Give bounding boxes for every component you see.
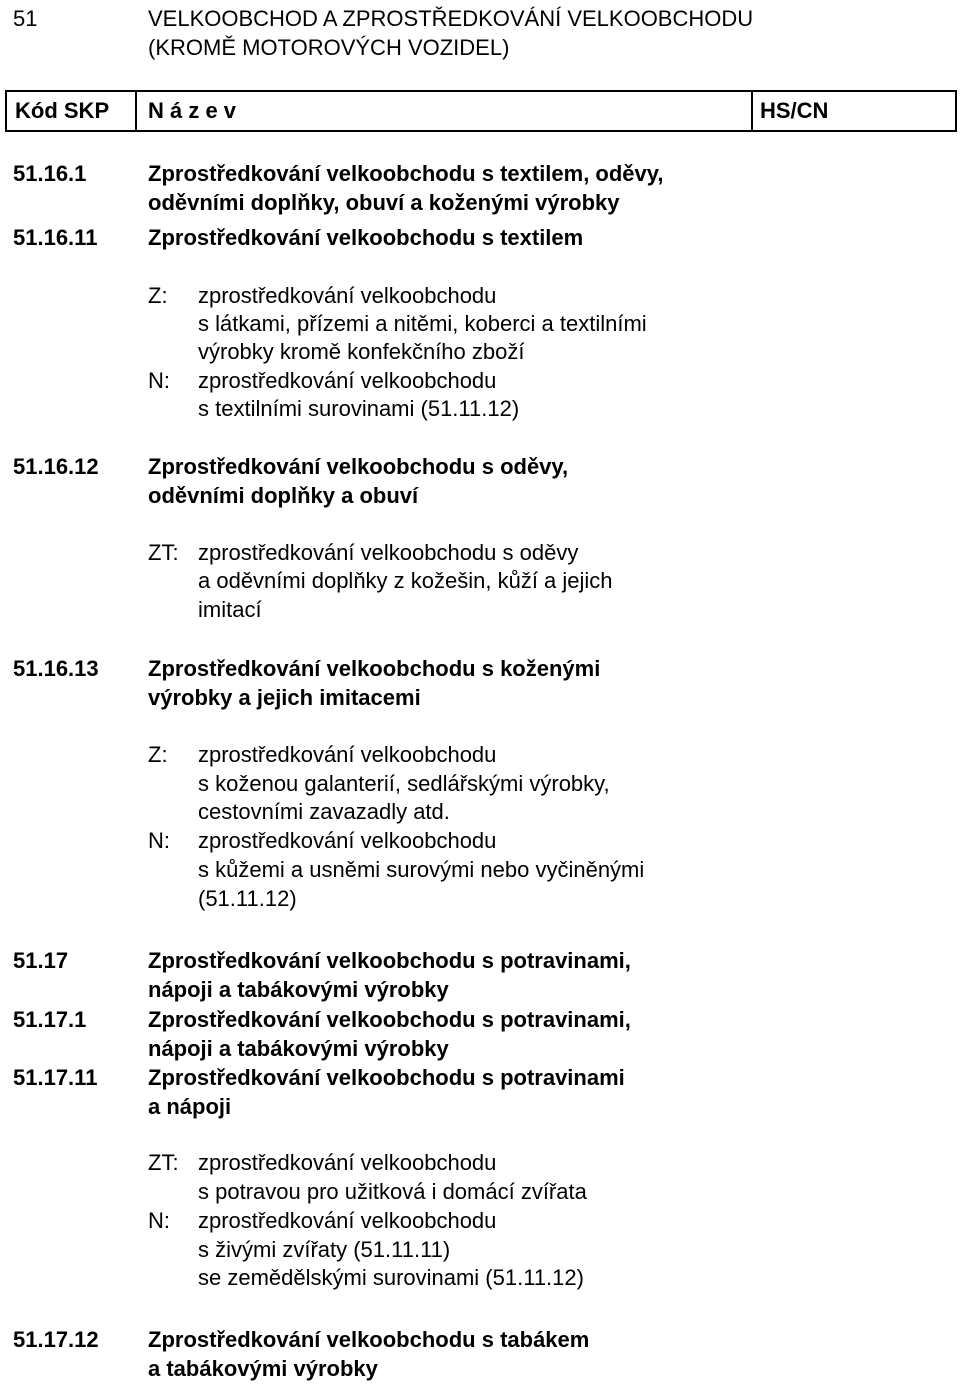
note-label-includes: Z: [148,283,168,308]
note-line: zprostředkování velkoobchodu [198,283,497,308]
entry-code: 51.17.11 [13,1065,98,1090]
note-line: zprostředkování velkoobchodu s oděvy [198,540,579,565]
note-line: s kůžemi a usněmi surovými nebo vyčiněnými [198,857,645,882]
note-line: a oděvními doplňky z kožešin, kůží a jejich [198,568,613,593]
entry-code: 51.16.12 [13,454,99,479]
entry-title-line: oděvními doplňky, obuví a koženými výrobky [148,190,620,215]
entry-title-line: Zprostředkování velkoobchodu s textilem, oděvy, [148,161,664,186]
entry-code: 51.16.11 [13,225,98,250]
note-line: zprostředkování velkoobchodu [198,1208,497,1233]
section-title-line-2: (KROMĚ MOTOROVÝCH VOZIDEL) [148,35,510,60]
note-label-also-includes: ZT: [148,1150,179,1175]
column-header-table [5,90,957,132]
entry-title-line: Zprostředkování velkoobchodu s oděvy, [148,454,569,479]
entry-title-line: Zprostředkování velkoobchodu s potravinami, [148,1007,631,1032]
note-line: imitací [198,597,262,622]
column-header-hscn: HS/CN [760,98,829,123]
entry-code: 51.17.1 [13,1007,87,1032]
note-line: s potravou pro užitková i domácí zvířata [198,1179,587,1204]
entry-title-line: a nápoji [148,1094,232,1119]
note-line: výrobky kromě konfekčního zboží [198,339,525,364]
column-header-code: Kód SKP [15,98,110,123]
note-label-includes: Z: [148,742,168,767]
note-line: se zemědělskými surovinami (51.11.12) [198,1265,584,1290]
entry-title-line: nápoji a tabákovými výrobky [148,1036,449,1061]
note-line: cestovními zavazadly atd. [198,799,450,824]
column-separator [751,92,753,130]
note-line: zprostředkování velkoobchodu [198,368,497,393]
entry-code: 51.17.12 [13,1327,99,1352]
entry-title-line: a tabákovými výrobky [148,1356,378,1381]
entry-title-line: nápoji a tabákovými výrobky [148,977,449,1002]
note-line: s koženou galanterií, sedlářskými výrobky, [198,771,610,796]
note-line: zprostředkování velkoobchodu [198,1150,497,1175]
entry-code: 51.17 [13,948,69,973]
note-label-excludes: N: [148,828,170,853]
note-line: zprostředkování velkoobchodu [198,742,497,767]
entry-title-line: Zprostředkování velkoobchodu s potravinami [148,1065,625,1090]
note-line: zprostředkování velkoobchodu [198,828,497,853]
note-line: s živými zvířaty (51.11.11) [198,1237,451,1262]
entry-code: 51.16.1 [13,161,87,186]
entry-title-line: oděvními doplňky a obuví [148,483,419,508]
note-label-excludes: N: [148,1208,170,1233]
section-title-line-1: VELKOOBCHOD A ZPROSTŘEDKOVÁNÍ VELKOOBCHODU [148,6,754,31]
entry-code: 51.16.13 [13,656,99,681]
column-header-name: N á z e v [148,98,237,123]
entry-title-line: Zprostředkování velkoobchodu s potravinami, [148,948,631,973]
entry-title-line: Zprostředkování velkoobchodu s textilem [148,225,584,250]
entry-title-line: Zprostředkování velkoobchodu s tabákem [148,1327,590,1352]
entry-title-line: Zprostředkování velkoobchodu s koženými [148,656,601,681]
note-line: s látkami, přízemi a nitěmi, koberci a textilními [198,311,647,336]
note-line: (51.11.12) [198,886,297,911]
note-label-also-includes: ZT: [148,540,179,565]
section-number: 51 [13,6,38,31]
entry-title-line: výrobky a jejich imitacemi [148,685,421,710]
note-label-excludes: N: [148,368,170,393]
column-separator [135,92,137,130]
note-line: s textilními surovinami (51.11.12) [198,396,520,421]
